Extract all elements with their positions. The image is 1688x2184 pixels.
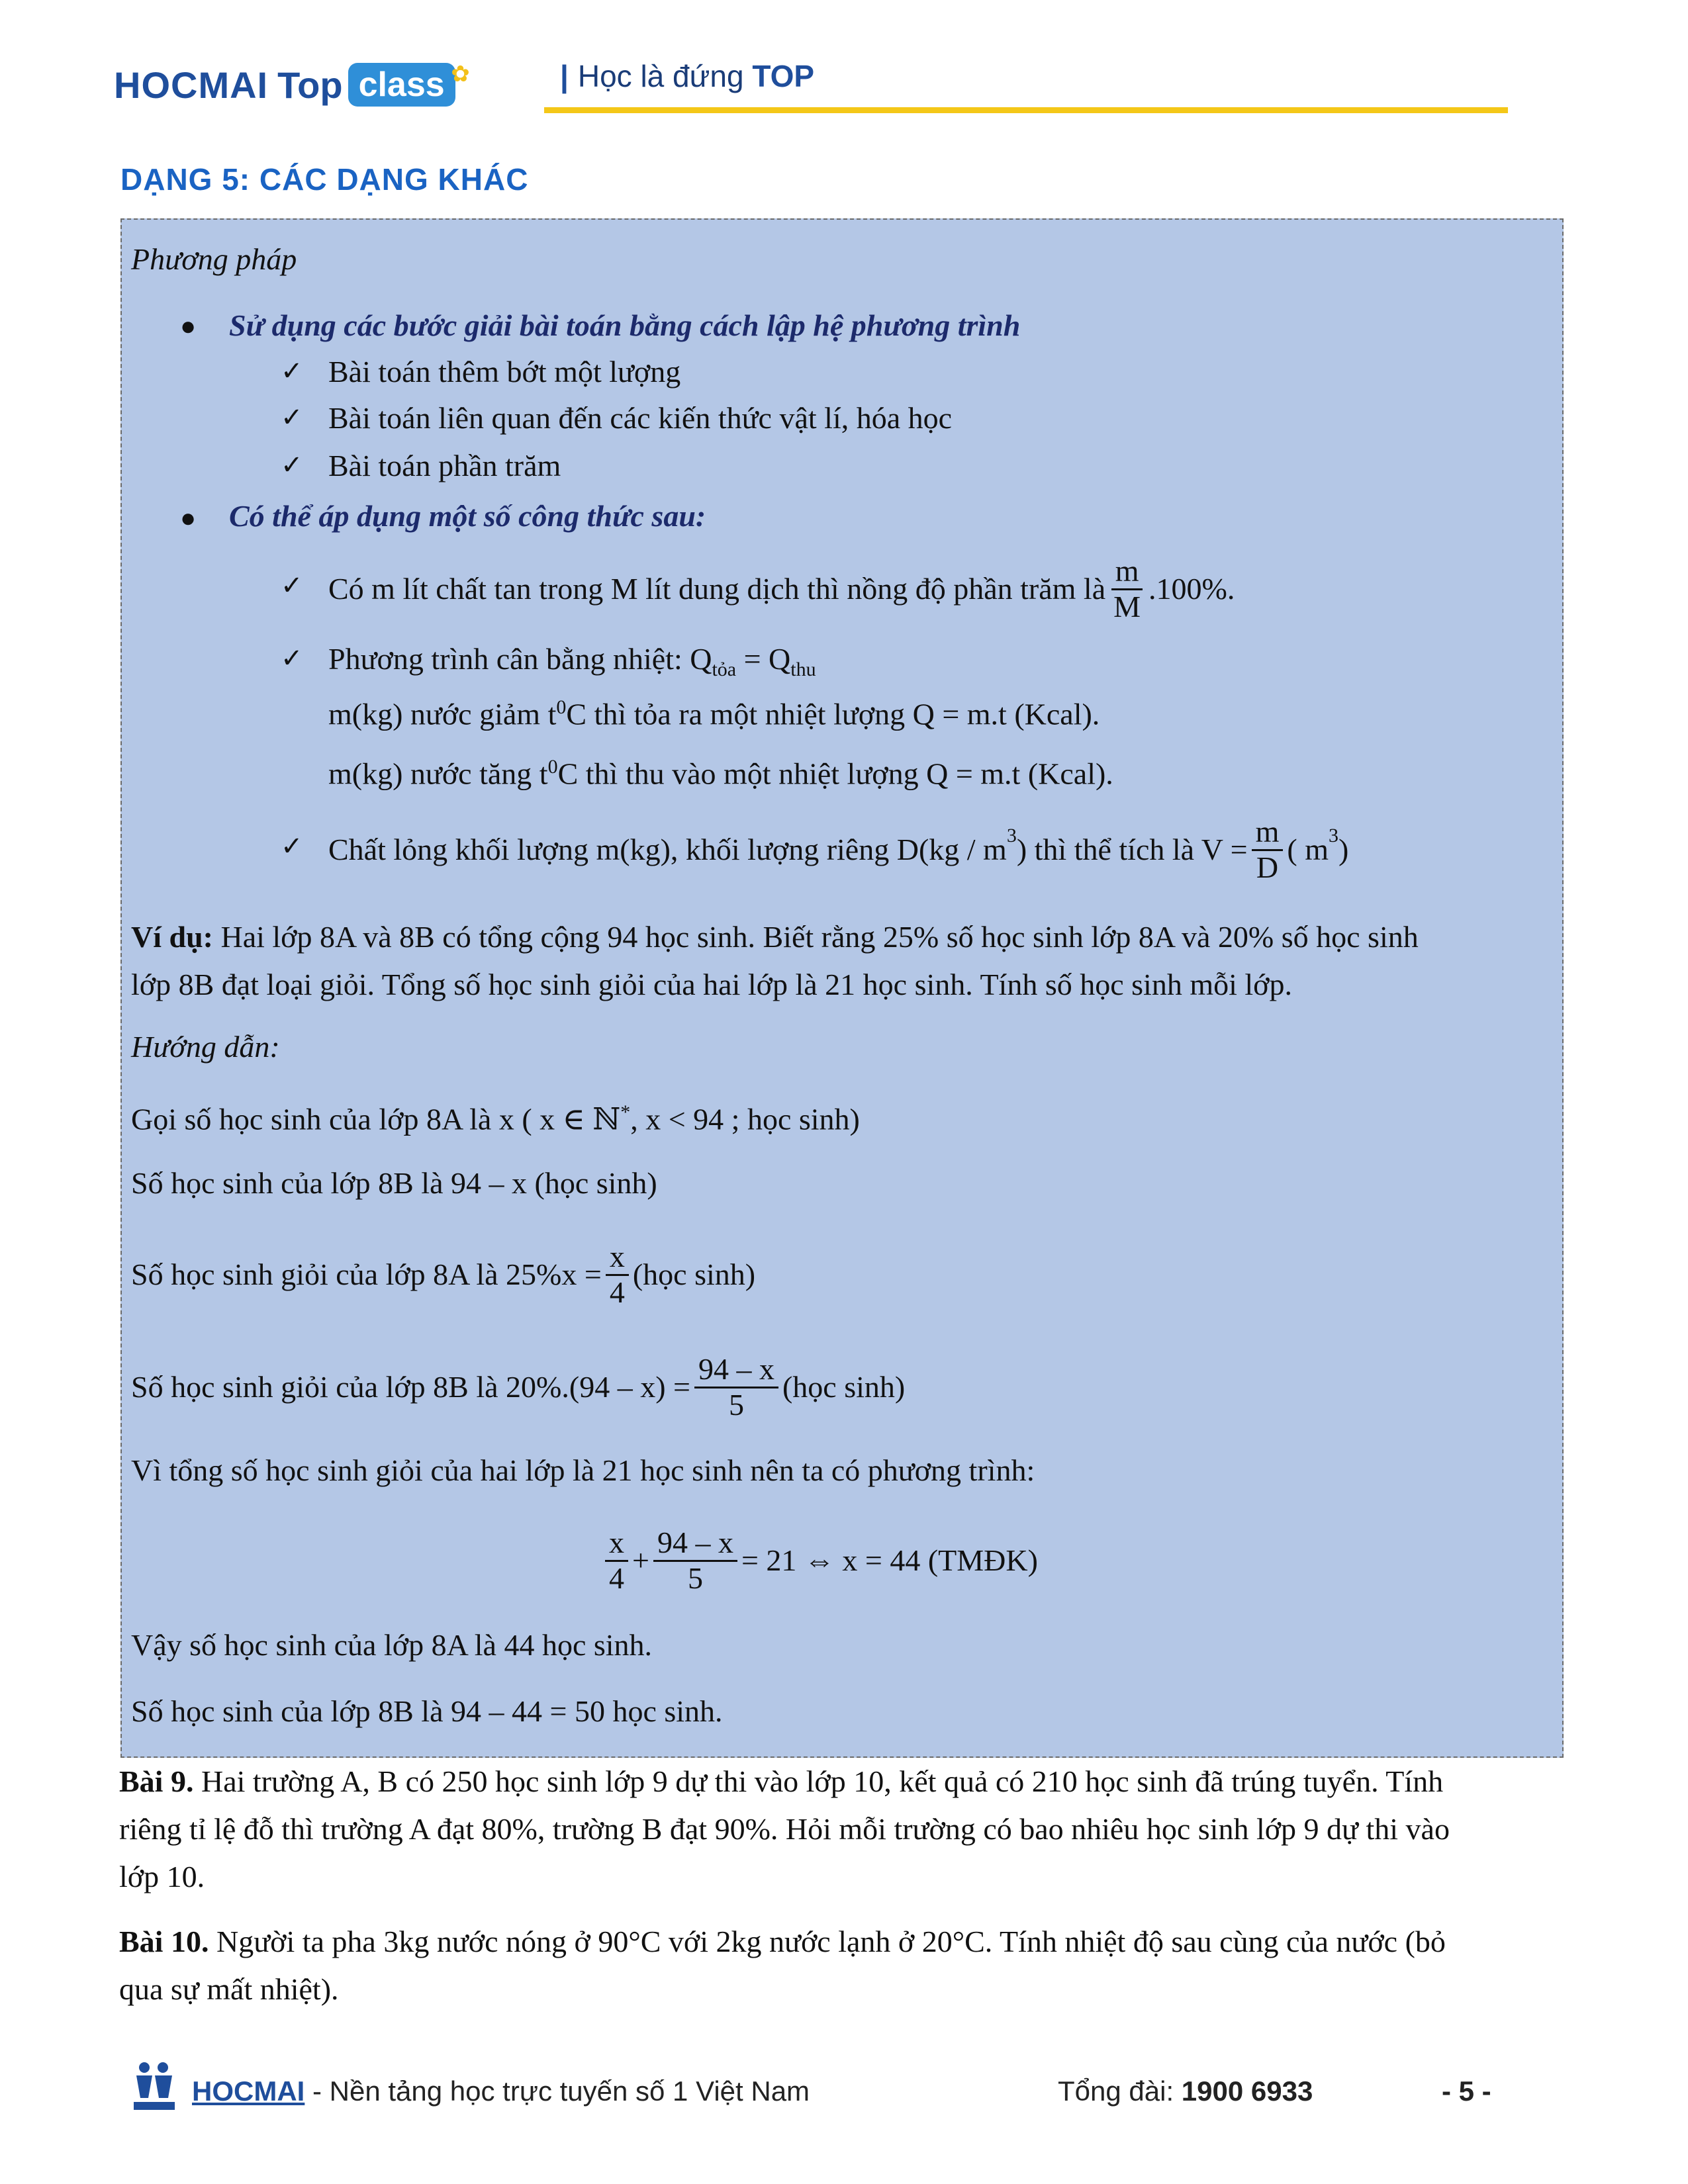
fraction-numerator: x — [606, 1240, 629, 1276]
formula-3-tail-b: ) — [1338, 832, 1349, 866]
formula-1-tail: .100%. — [1149, 571, 1235, 606]
bullet-dot: ● — [180, 503, 197, 533]
bullet-2-text: Có thể áp dụng một số công thức sau: — [229, 499, 706, 533]
formula-2-eq: = Q — [736, 642, 791, 676]
formula-3-mid: ) thì thể tích là V = — [1016, 832, 1248, 866]
separator-bar: | — [560, 59, 569, 93]
hocmai-footer-logo-icon — [131, 2060, 177, 2113]
exercise-10-line-2: qua sự mất nhiệt). — [119, 1972, 339, 2006]
example-line-2: lớp 8B đạt loại giỏi. Tổng số học sinh giỏi của hai lớp là 21 học sinh. Tính số học sinh mỗi lớp. — [131, 968, 1292, 1001]
fraction-94-minus-x-over-5 — [694, 1353, 778, 1422]
fraction-x-over-4 — [605, 1526, 628, 1595]
fraction-numerator: m — [1111, 555, 1143, 590]
formula-concentration — [328, 549, 1235, 629]
solution-3-b: (học sinh) — [632, 1257, 756, 1291]
solution-line-1 — [131, 1101, 860, 1137]
superscript-3: 3 — [1328, 825, 1338, 846]
fraction-numerator: 94 – x — [694, 1353, 778, 1388]
solution-1-a: Gọi số học sinh của lớp 8A là x ( x ∈ ℕ — [131, 1102, 621, 1136]
exercise-9-text-1: Hai trường A, B có 250 học sinh lớp 9 dự thi vào lớp 10, kết quả có 210 học sinh đã trúng tuyển. Tính — [193, 1764, 1444, 1798]
example-text-1: Hai lớp 8A và 8B có tổng cộng 94 học sinh. Biết rằng 25% số học sinh lớp 8A và 20% số học sinh — [212, 920, 1419, 954]
fraction-denominator: D — [1256, 850, 1279, 884]
fraction-numerator: 94 – x — [653, 1526, 737, 1562]
section-title: DẠNG 5: CÁC DẠNG KHÁC — [120, 162, 529, 197]
exercise-9-line-3: lớp 10. — [119, 1860, 205, 1893]
check-icon: ✓ — [281, 356, 303, 387]
method-label: Phương pháp — [131, 242, 297, 276]
header-tagline — [560, 58, 814, 94]
subscript-thu: thu — [790, 659, 816, 681]
exercise-9-label: Bài 9. — [119, 1764, 194, 1798]
exercise-10-text-1: Người ta pha 3kg nước nóng ở 90°C với 2kg nước lạnh ở 20°C. Tính nhiệt độ sau cùng của nước (bỏ — [209, 1925, 1446, 1958]
check-icon: ✓ — [281, 643, 303, 674]
check-icon: ✓ — [281, 450, 303, 480]
hotline-label: Tổng đài: — [1058, 2075, 1182, 2107]
superscript-star: * — [620, 1101, 631, 1123]
solution-line-6: Vậy số học sinh của lớp 8A là 44 học sinh. — [131, 1628, 653, 1662]
exercise-9-line-1 — [119, 1764, 1443, 1799]
solution-3-a: Số học sinh giỏi của lớp 8A là 25%x = — [131, 1257, 602, 1291]
formula-3-text: Chất lỏng khối lượng m(kg), khối lượng riêng D(kg / m — [328, 832, 1007, 866]
heat-release-a: m(kg) nước giảm t — [328, 697, 557, 731]
solution-line-3 — [131, 1235, 755, 1314]
tagline-prefix: Học là đứng — [577, 59, 753, 93]
exercise-10-line-1 — [119, 1925, 1446, 1960]
fraction-94-minus-x-over-5 — [653, 1526, 737, 1595]
superscript-degree: 0 — [547, 756, 558, 778]
solution-1-b: , x < 94 ; học sinh) — [630, 1102, 860, 1136]
exercise-10-label: Bài 10. — [119, 1925, 209, 1958]
fraction-m-over-D — [1252, 815, 1284, 884]
solution-line-5: Vì tổng số học sinh giỏi của hai lớp là 21 học sinh nên ta có phương trình: — [131, 1453, 1035, 1487]
fraction-x-over-4 — [606, 1240, 629, 1309]
superscript-3: 3 — [1006, 825, 1017, 846]
check-icon: ✓ — [281, 831, 303, 862]
logo-class-text: class — [358, 66, 445, 104]
fraction-denominator: M — [1113, 589, 1141, 623]
formula-heat-balance — [328, 642, 816, 682]
guide-label: Hướng dẫn: — [131, 1030, 280, 1064]
formula-volume — [328, 810, 1348, 889]
logo-top-text: Top — [277, 64, 343, 106]
check-2-text: Bài toán liên quan đến các kiến thức vật lí, hóa học — [328, 401, 953, 435]
footer-slogan — [192, 2075, 810, 2107]
example-label: Ví dụ: — [131, 920, 213, 954]
header-underline — [544, 107, 1508, 113]
hocmai-topclass-logo — [114, 58, 470, 111]
tagline-top: TOP — [752, 59, 815, 93]
formula-2-text: Phương trình cân bằng nhiệt: Q — [328, 642, 712, 676]
check-icon: ✓ — [281, 570, 303, 601]
footer-brand-link[interactable]: HOCMAI — [192, 2075, 305, 2107]
check-icon: ✓ — [281, 402, 303, 433]
plus-sign: + — [632, 1543, 649, 1577]
equation-tail: = 21 ⇔ x = 44 (TMĐK) — [741, 1543, 1038, 1577]
solution-line-7: Số học sinh của lớp 8B là 94 – 44 = 50 học sinh. — [131, 1694, 723, 1728]
check-1-text: Bài toán thêm bớt một lượng — [328, 355, 681, 388]
heat-release-b: C thì tỏa ra một nhiệt lượng Q = m.t (Kcal). — [566, 697, 1100, 731]
equation — [601, 1514, 1038, 1607]
fraction-denominator: 5 — [687, 1561, 703, 1595]
superscript-degree: 0 — [556, 696, 567, 718]
hotline-number: 1900 6933 — [1181, 2075, 1313, 2107]
footer-hotline — [1058, 2075, 1313, 2107]
logo-class-badge — [348, 62, 470, 107]
solution-4-b: (học sinh) — [782, 1369, 906, 1404]
fraction-m-over-M — [1109, 555, 1145, 623]
heat-release-line — [328, 696, 1100, 732]
fraction-denominator: 4 — [609, 1561, 624, 1595]
solution-4-a: Số học sinh giỏi của lớp 8B là 20%.(94 – x) = — [131, 1369, 690, 1404]
heat-absorb-line — [328, 756, 1113, 792]
bullet-dot: ● — [180, 311, 197, 341]
example-line-1 — [131, 920, 1419, 955]
heat-absorb-a: m(kg) nước tăng t — [328, 756, 548, 791]
formula-1-text: Có m lít chất tan trong M lít dung dịch thì nồng độ phần trăm là — [328, 571, 1106, 606]
fraction-denominator: 4 — [609, 1275, 625, 1309]
check-3-text: Bài toán phần trăm — [328, 449, 561, 482]
bullet-1-text: Sử dụng các bước giải bài toán bằng cách lập hệ phương trình — [229, 308, 1021, 342]
page-number: - 5 - — [1442, 2075, 1491, 2107]
subscript-toa: tỏa — [712, 659, 737, 681]
fraction-numerator: x — [605, 1526, 628, 1562]
exercise-9-line-2: riêng tỉ lệ đỗ thì trường A đạt 80%, trường B đạt 90%. Hỏi mỗi trường có bao nhiêu học sinh lớp 9 dự thi vào — [119, 1812, 1450, 1846]
logo-hocmai-text: HOCMAI — [114, 64, 269, 106]
footer-slogan-text: - Nền tảng học trực tuyến số 1 Việt Nam — [305, 2075, 810, 2107]
heat-absorb-b: C thì thu vào một nhiệt lượng Q = m.t (Kcal). — [557, 756, 1113, 791]
solution-line-2: Số học sinh của lớp 8B là 94 – x (học sinh) — [131, 1166, 657, 1200]
star-icon: ✿ — [451, 62, 470, 87]
solution-line-4 — [131, 1347, 905, 1427]
fraction-denominator: 5 — [728, 1387, 744, 1422]
fraction-numerator: m — [1252, 815, 1284, 851]
formula-3-tail-a: ( m — [1287, 832, 1329, 866]
